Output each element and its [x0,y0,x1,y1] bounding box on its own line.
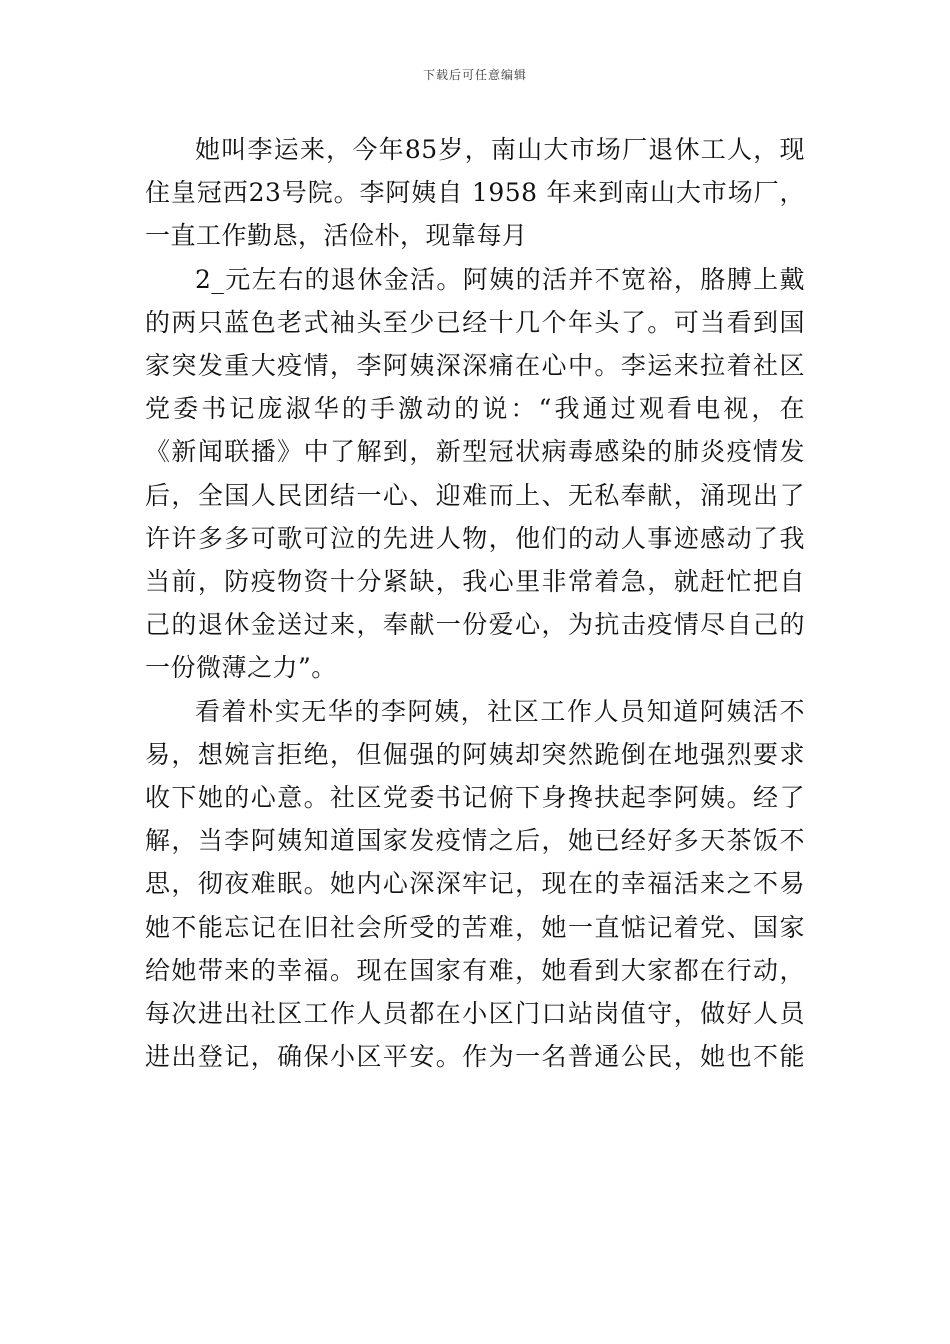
text-line: 进出登记，确保小区平安。作为一名普通公民，她也不能 [145,1042,805,1072]
text-line: 己的退休金送过来，奉献一份爱心，为抗击疫情尽自己的 [145,610,805,640]
text-line: 思，彻夜难眠。她内心深深牢记，现在的幸福活来之不易 [145,869,805,899]
paragraph-2 [145,258,805,690]
paragraph-3 [145,690,805,1079]
text-line: 后，全国人民团结一心、迎难而上、无私奉献，涌现出了 [145,480,805,510]
text-line: 当前，防疫物资十分紧缺，我心里非常着急，就赶忙把自 [145,567,805,597]
text-line: 《新闻联播》中了解到，新型冠状病毒感染的肺炎疫情发 [145,437,805,467]
text-line: 党委书记庞淑华的手激动的说：“我通过观看电视，在 [145,394,805,424]
text-line: 给她带来的幸福。现在国家有难，她看到大家都在行动， [145,955,805,985]
paragraph-1 [145,128,805,258]
text-line: 她叫李运来，今年85岁，南山大市场厂退休工人，现 [195,135,805,164]
document-body [145,128,805,1078]
text-line: 的两只蓝色老式袖头至少已经十几个年头了。可当看到国 [145,307,805,337]
text-line: 她不能忘记在旧社会所受的苦难，她一直惦记着党、国家 [145,912,805,942]
page-header: 下载后可任意编辑 [422,68,527,82]
text-line: 解，当李阿姨知道国家发疫情之后，她已经好多天茶饭不 [145,826,805,856]
text-line: 看着朴实无华的李阿姨，社区工作人员知道阿姨活不 [195,696,805,726]
text-line: 一份微薄之力”。 [145,653,337,683]
text-line: 每次进出社区工作人员都在小区门口站岗值守，做好人员 [145,999,805,1029]
text-line: 住皇冠西23号院。李阿姨自 1958 年来到南山大市场厂， [145,178,805,208]
text-line: 易，想婉言拒绝，但倔强的阿姨却突然跪倒在地强烈要求 [145,739,805,769]
text-line: 2_元左右的退休金活。阿姨的活并不宽裕，胳膊上戴 [195,264,805,294]
text-line: 许许多多可歌可泣的先进人物，他们的动人事迹感动了我 [145,523,805,553]
text-line: 收下她的心意。社区党委书记俯下身搀扶起李阿姨。经了 [145,783,805,813]
text-line: 一直工作勤恳，活俭朴，现靠每月 [145,221,528,251]
text-line: 家突发重大疫情，李阿姨深深痛在心中。李运来拉着社区 [145,351,805,381]
